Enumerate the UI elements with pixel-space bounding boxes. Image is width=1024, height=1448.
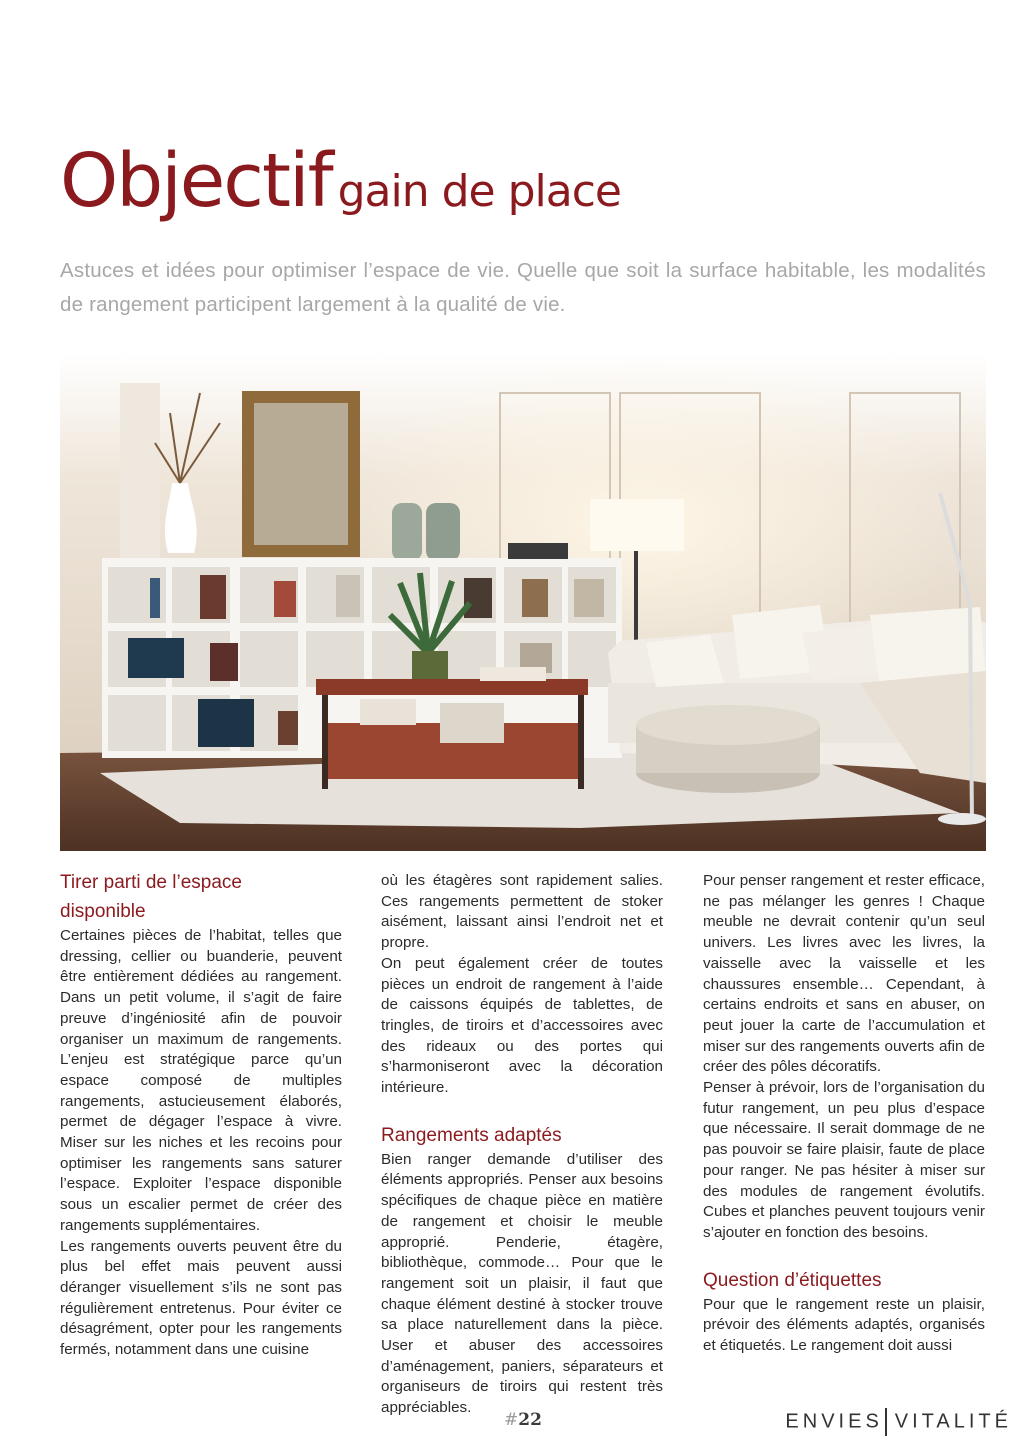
paragraph: Les rangements ouverts peuvent être du plus bel effet mais peuvent aussi déranger visuellement s’ils ne sont pas régulièrement entretenus. Pour éviter ce désagrément, opter pour les rangements fermés, notamment dans une cuisine	[60, 1237, 342, 1359]
magazine-brand	[785, 1408, 1012, 1436]
paragraph: Penser à prévoir, lors de l’organisation du futur rangement, un peu plus d’espace que nécessaire. Il serait dommage de ne pas pouvoir se faire plaisir, faute de place pour ranger. Ne pas hésiter à miser sur des modules de rangement évolutifs. Cubes et planches peuvent toujours venir s’ajouter en fonction des besoins.	[703, 1079, 985, 1241]
paragraph: Bien ranger demande d’utiliser des éléments appropriés. Penser aux besoins spécifiques de chaque pièce en matière de rangement et choisir le meuble approprié. Penderie, étagère, bibliothèque, commode… Pour que le rangement soit un plaisir, il faut que chaque élément destiné à stocker trouve sa place naturellement dans la pièce. User et abuser des accessoires d’aménagement, paniers, séparateurs et organiseurs de tiroirs qui restent très appréciables.	[381, 1150, 663, 1417]
column-3	[703, 871, 985, 1357]
paragraph: On peut également créer de toutes pièces un endroit de rangement à l’aide de caissons équipés de tablettes, de tringles, de tiroirs et d’accessoires avec des rideaux ou des portes qui s’harmoniseront avec la décoration intérieure.	[381, 954, 663, 1097]
title-main: Objectif	[60, 138, 332, 224]
heading-rangements-adaptes: Rangements adaptés	[381, 1124, 562, 1146]
brand-separator	[885, 1408, 887, 1436]
page-hash: #	[504, 1410, 519, 1430]
page-number-value: 22	[518, 1410, 542, 1430]
paragraph: où les étagères sont rapidement salies. Ces rangements permettent de stoker aisément, laissant ainsi l’endroit net et propre.	[381, 872, 663, 952]
living-room-photo	[60, 353, 986, 851]
heading-question-etiquettes: Question d’étiquettes	[703, 1269, 882, 1291]
paragraph: Certaines pièces de l’habitat, telles que dressing, cellier ou buanderie, peuvent être entièrement dédiées au rangement. Dans un petit volume, il s’agit de faire preuve d’ingéniosité afin de pouvoir organiser un maximum de rangements. L’enjeu est stratégique parce qu’un espace composé de multiples rangements, astucieusement élaborés, permet de dégager l’espace à vivre. Miser sur les niches et les recoins pour optimiser les rangements sans saturer l’espace. Exploiter l’espace disponible sous un escalier permet de créer des rangements supplémentaires.	[60, 927, 342, 1234]
page-number	[504, 1410, 542, 1430]
column-1	[60, 868, 342, 1361]
heading-tirer-parti	[60, 868, 342, 926]
column-2	[381, 871, 663, 1419]
paragraph: Pour que le rangement reste un plaisir, prévoir des éléments adaptés, organisés et étiquetés. Le rangement doit aussi	[703, 1295, 985, 1355]
heading-tirer-parti-line1: Tirer parti de l’espace	[60, 872, 242, 893]
brand-envies: ENVIES	[785, 1410, 883, 1433]
heading-tirer-parti-line2: disponible	[60, 901, 146, 922]
brand-vitalite: VITALITÉ	[894, 1410, 1012, 1433]
title-sub: gain de place	[337, 166, 621, 217]
paragraph: Pour penser rangement et rester efficace, ne pas mélanger les genres ! Chaque meuble ne devrait contenir qu’un seul univers. Les livres avec les livres, la vaisselle avec la vaisselle et les chaussures ensemble… Cependant, à certains endroits et sans en abuser, on peut jouer la carte de l’accumulation et miser sur des rangements ouverts afin de créer des pôles décoratifs.	[703, 872, 985, 1076]
article-title	[60, 138, 621, 224]
intro-text: Astuces et idées pour optimiser l’espace de vie. Quelle que soit la surface habitable, les modalités de rangement participent largement à la qualité de vie.	[60, 259, 986, 316]
